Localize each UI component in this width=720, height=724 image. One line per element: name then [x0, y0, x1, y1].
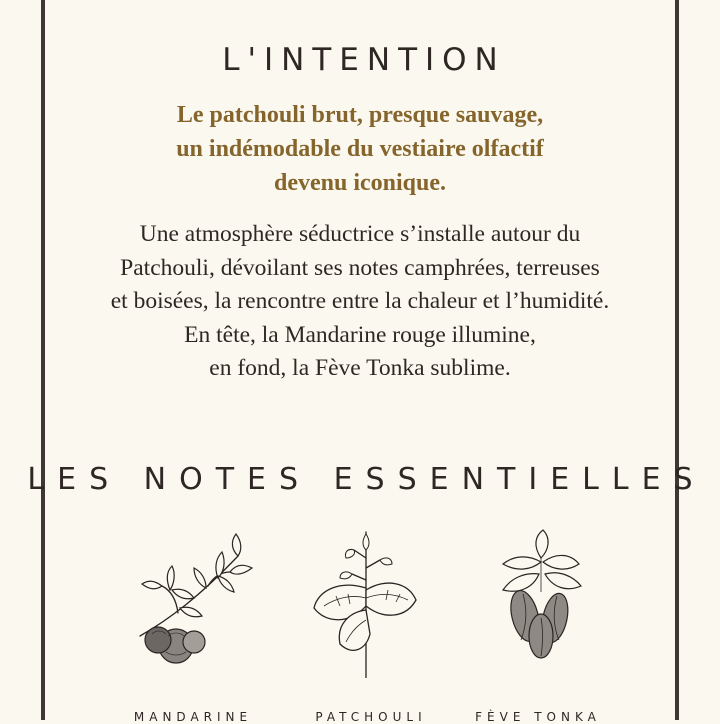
description-line: Patchouli, dévoilant ses notes camphrées, terreuses [120, 254, 600, 281]
description-line: Une atmosphère séductrice s’installe autour du [139, 221, 581, 247]
frame-right-border [675, 0, 679, 720]
tagline-line: devenu iconique. [273, 170, 447, 196]
description-line: en fond, la Fève Tonka sublime. [209, 355, 511, 381]
description-line: et boisées, la rencontre entre la chaleur et l’humidité. [110, 288, 610, 314]
frame-left-border [41, 0, 45, 720]
intention-description [50, 218, 670, 386]
note-tonka [463, 528, 613, 724]
note-mandarine [118, 528, 268, 724]
note-patchouli [296, 528, 446, 724]
description-line: En tête, la Mandarine rouge illumine, [184, 321, 536, 348]
tonka-bean-icon [463, 528, 613, 678]
intention-tagline [60, 98, 660, 200]
note-label: PATCHOULI [315, 710, 427, 724]
tagline-line: un indémodable du vestiaire olfactif [176, 136, 544, 162]
note-label: MANDARINE [133, 710, 253, 724]
note-label: FÈVE TONKA [475, 710, 601, 724]
mandarin-branch-icon [118, 528, 268, 678]
tagline-line: Le patchouli brut, presque sauvage, [176, 102, 544, 128]
notes-heading: LES NOTES ESSENTIELLES [27, 462, 706, 497]
intention-heading: L'INTENTION [222, 42, 506, 78]
patchouli-plant-icon [296, 528, 446, 678]
